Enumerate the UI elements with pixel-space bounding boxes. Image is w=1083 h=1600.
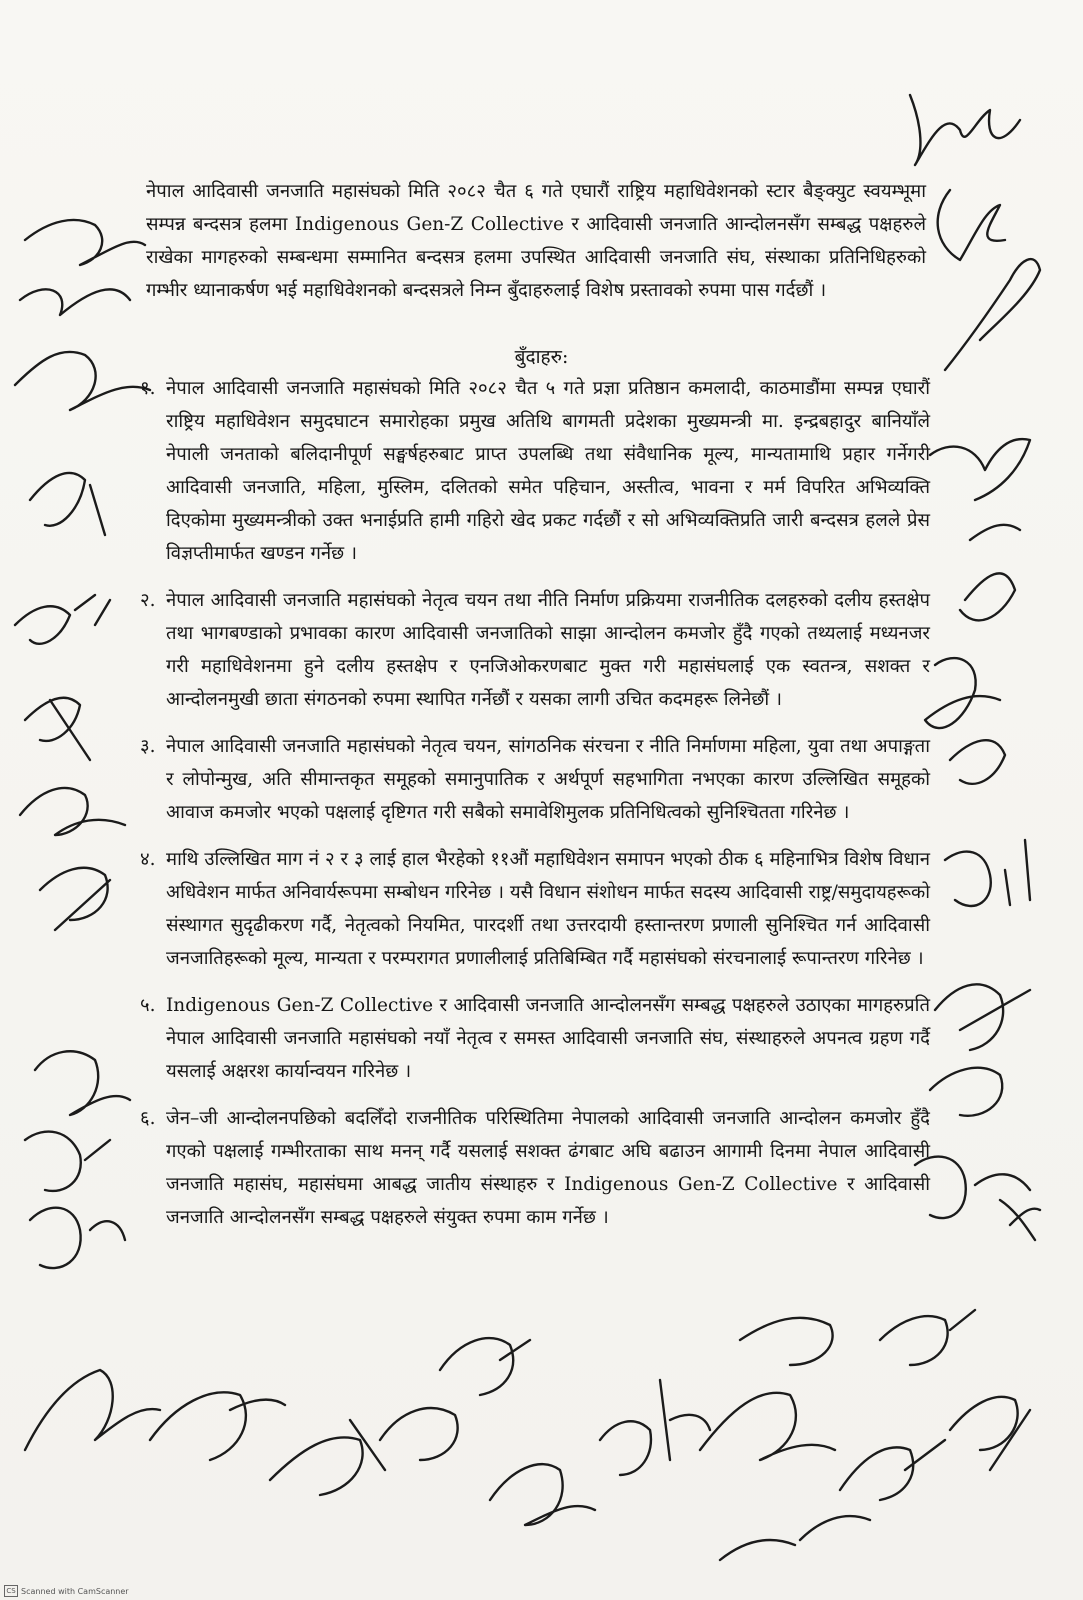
signature — [270, 1420, 385, 1495]
scanner-footer — [4, 1585, 129, 1597]
signature — [25, 1132, 110, 1191]
point-item — [140, 1102, 930, 1234]
point-text: Indigenous Gen-Z Collective र आदिवासी जनजाति आन्दोलनसँग सम्बद्ध पक्षहरुले उठाएका मागहरुप्रति नेपाल आदिवासी जनजाति महासंघको नयाँ नेतृत्व र समस्त आदिवासी जनजाति संघ, संस्थाहरुले अपनत्व ग्रहण गर्दै यसलाई अक्षरश कार्यान्वयन गरिनेछ । — [166, 995, 930, 1082]
signature — [950, 740, 1005, 784]
signature — [925, 658, 1000, 728]
point-item — [140, 730, 930, 829]
point-number: ६. — [140, 1108, 156, 1129]
point-item — [140, 843, 930, 975]
signature — [25, 220, 145, 265]
point-number: १. — [140, 378, 156, 399]
point-text: माथि उल्लिखित माग नं २ र ३ लाई हाल भैरहेको ११औं महाधिवेशन समापन भएको ठीक ६ महिनाभित्र विशेष विधान अधिवेशन मार्फत अनिवार्यरूपमा सम्बोधन गरिनेछ । यसै विधान संशोधन मार्फत सदस्य आदिवासी राष्ट्र/समुदायहरूको संस्थागत सुदृढीकरण गर्दै, नेतृत्वको नियमित, पारदर्शी तथा उत्तरदायी हस्तान्तरण प्रणाली सुनिश्चित गर्न आदिवासी जनजातिहरूको मूल्य, मान्यता र परम्परागत प्रणालीलाई प्रतिबिम्बित गर्दै महासंघको संरचनालाई रूपान्तरण गरिनेछ । — [166, 849, 930, 969]
signature — [960, 525, 1020, 621]
signature — [440, 1338, 530, 1395]
scanner-text: Scanned with CamScanner — [21, 1586, 129, 1596]
signature — [40, 868, 110, 930]
signature — [700, 1393, 835, 1460]
signature — [30, 1208, 125, 1268]
point-number: ३. — [140, 736, 156, 757]
signature — [600, 1421, 651, 1475]
signature — [150, 1392, 285, 1460]
point-text: नेपाल आदिवासी जनजाति महासंघको नेतृत्व चयन तथा नीति निर्माण प्रक्रियमा राजनीतिक दलहरुको दलीय हस्तक्षेप तथा भागबण्डाको प्रभावका कारण आदिवासी जनजातिको साझा आन्दोलन कमजोर हुँदै गएको तथ्यलाई मध्यनजर गरी महाधिवेशनमा हुने दलीय हस्तक्षेप र एनजिओकरणबाट मुक्त गरी महासंघलाई एक स्वतन्त्र, सशक्त र आन्दोलनमुखी छाता संगठनको रुपमा स्थापित गर्नेछौं र यसका लागी उचित कदमहरू लिनेछौं । — [166, 590, 930, 710]
signature — [490, 1464, 595, 1525]
point-text: जेन–जी आन्दोलनपछिको बदलिँदो राजनीतिक परिस्थितिमा नेपालको आदिवासी जनजाति आन्दोलन कमजोर हुँदै गएको पक्षलाई गम्भीरताका साथ मनन् गर्दै यसलाई सशक्त ढंगबाट अघि बढाउन आगामी दिनमा नेपाल आदिवासी जनजाति महासंघ, महासंघमा आबद्ध जातीय संस्थाहरु र Indigenous Gen-Z Collective र आदिवासी जनजाति आन्दोलनसँग सम्बद्ध पक्षहरुले संयुक्त रुपमा काम गर्नेछ । — [166, 1108, 930, 1228]
camscanner-icon: CS — [4, 1585, 18, 1597]
signature — [20, 289, 130, 315]
signature — [930, 1068, 1002, 1116]
point-item — [140, 584, 930, 716]
signature — [945, 840, 1030, 906]
point-number: ४. — [140, 849, 156, 870]
signature — [15, 595, 110, 644]
point-text: नेपाल आदिवासी जनजाति महासंघको मिति २०८२ चैत ५ गते प्रज्ञा प्रतिष्ठान कमलादी, काठमाडौंमा सम्पन्न एघारौं राष्ट्रिय महाधिवेशन समुदघाटन समारोहका प्रमुख अतिथि बागमती प्रदेशका मुख्यमन्त्री मा. इन्द्रबहादुर बानियाँले नेपाली जनताको बलिदानीपूर्ण सङ्घर्षहरुबाट प्राप्त उपलब्धि तथा संवैधानिक मूल्य, मान्यतामाथि प्रहार गर्नेगरी आदिवासी जनजाति, महिला, मुस्लिम, दलितको समेत पहिचान, अस्तीत्व, भावना र मर्म विपरित अभिव्यक्ति दिएकोमा मुख्यमन्त्रीको उक्त भनाईप्रति हामी गहिरो खेद प्रकट गर्दछौं र सो अभिव्यक्तिप्रति जारी बन्दसत्र हलले प्रेस विज्ञप्तीमार्फत खण्डन गर्नेछ । — [166, 378, 930, 564]
signature — [720, 1516, 870, 1560]
points-heading: बुँदाहरु: — [514, 346, 569, 368]
point-text: नेपाल आदिवासी जनजाति महासंघको नेतृत्व चयन, सांगठनिक संरचना र नीति निर्माणमा महिला, युवा तथा अपाङ्गता र लोपोन्मुख, अति सीमान्तकृत समूहको समानुपातिक र अर्थपूर्ण सहभागिता नभएका कारण उल्लिखित समूहको आवाज कमजोर भएको पक्षलाई दृष्टिगत गरी सबैको समावेशिमुलक प्रतिनिधित्वको सुनिश्चितता गरिनेछ । — [166, 736, 930, 823]
point-item — [140, 372, 930, 570]
signature — [20, 788, 125, 835]
signature — [840, 1440, 945, 1500]
signature — [880, 1310, 975, 1365]
point-number: ५. — [140, 995, 156, 1016]
point-number: २. — [140, 590, 156, 611]
signature — [30, 473, 105, 535]
signature — [935, 984, 1030, 1050]
signature — [1000, 1200, 1040, 1240]
signature — [35, 1051, 130, 1115]
signature — [25, 1370, 160, 1450]
points-list — [140, 372, 930, 1248]
signature — [910, 95, 1020, 165]
point-item — [140, 989, 930, 1088]
signature — [25, 698, 90, 760]
signature — [950, 1397, 1030, 1470]
signature — [938, 190, 1005, 260]
intro-paragraph: नेपाल आदिवासी जनजाति महासंघको मिति २०८२ चैत ६ गते एघारौं राष्ट्रिय महाधिवेशनको स्टार बैङ्क्युट स्वयम्भूमा सम्पन्न बन्दसत्र हलमा Indigenous Gen-Z Collective र आदिवासी जनजाति आन्दोलनसँग सम्बद्ध पक्षहरुले राखेका मागहरुको सम्बन्धमा सम्मानित बन्दसत्र हलमा उपस्थित आदिवासी जनजाति संघ, संस्थाका प्रतिनिधिहरुको गम्भीर ध्यानाकर्षण भई महाधिवेशनको बन्दसत्रले निम्न बुँदाहरुलाई विशेष प्रस्तावको रुपमा पास गर्दछौं । — [146, 180, 926, 301]
signature — [740, 1318, 833, 1365]
signature — [915, 1157, 1030, 1219]
signature — [930, 439, 1030, 500]
signature — [380, 1408, 458, 1460]
